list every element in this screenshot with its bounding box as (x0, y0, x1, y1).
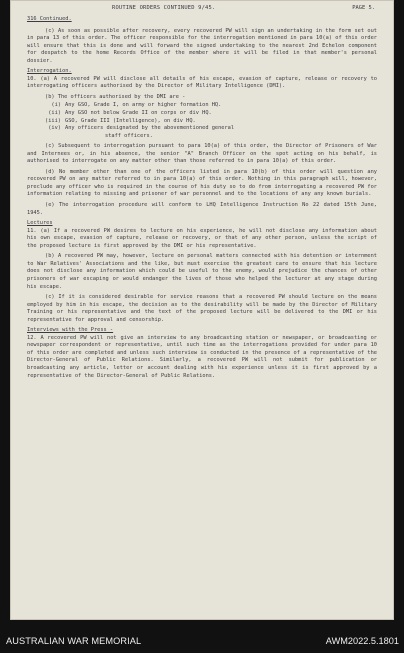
paragraph-11c: (c) If it is considered desirable for service reasons that a recovered PW should lecture on the means employed by him in his escape, the decision as to the desirability will be made by the Director of Military Training or his representative and the text of the proposed lecture will be delivered to the DMI or his representative for approval and censorship. (27, 294, 377, 323)
page-number: PAGE 5. (352, 5, 375, 11)
list-item (27, 110, 377, 118)
paragraph-12: 12. A recovered PW will not give an interview to any broadcasting station or newspaper, or broadcasting or newspaper correspondent or representative, until such time as the interrogations provided for under para 10 of this order are completed and unless such interview is conducted in the presence of a representative of the Director-General of Public Relations. Similarly, a recovered PW will not submit for publication or broadcasting any article, letter or account dealing with his experience unless it is first approved by a representative of the Director-General of Public Relations. (27, 334, 377, 379)
paragraph-11b: (b) A recovered PW may, however, lecture on personal matters connected with his detention or internment to War Relatives' Associations and the like, but must exercise the greatest care to ensure that his lecture does not disclose any information which could be useful to the enemy, would prejudice the chances of other prisoners of war escaping or would endanger the lives of those who helped the lecturer at any stage during his escape. (27, 253, 377, 290)
archive-name: AUSTRALIAN WAR MEMORIAL (6, 636, 142, 646)
archive-reference: AWM2022.5.1801 (325, 636, 399, 646)
document-title: ROUTINE ORDERS CONTINUED 9/45. (112, 5, 216, 11)
list-item-number: (i) (51, 102, 61, 109)
paragraph-11a: 11. (a) If a recovered PW desires to lecture on his experience, he will not disclose any information about his own escape, evasion of capture, release or recovery, or that of any other person, unless the script of the proposed lecture is first approved by the DMI or his representative. (27, 227, 377, 249)
document-page (10, 0, 394, 620)
list-item (27, 125, 377, 133)
list-item-number: (iv) (48, 125, 61, 132)
authorised-officers-list (27, 102, 377, 140)
paragraph-10a: 10. (a) A recovered PW will disclose all details of his escape, evasion of capture, release or recovery to interrogating officers authorised by the Director of Military Intelligence (DMI). (27, 75, 377, 90)
paragraph-10c: (c) Subsequent to interrogation pursuant to para 10(a) of this order, the Director of Prisoners of War and Internees or, in his absence, the senior "A" Branch Officer on the spot acting on his behalf, is authorised to interrogate on any matter other than those referred to in para 10(a) of this order. (27, 143, 377, 165)
section-heading-interrogation: Interrogation. (27, 68, 72, 75)
paragraph-c-recovery: (c) As soon as possible after recovery, every recovered PW will sign an undertaking in the form set out in para 13 of this order. The officer responsible for the interrogation mentioned in para 10(a) of this order will ensure that this is done and will forward the signed undertaking to the nearest 2nd Echelon component for despatch to the home Records Office of the member where it will be filed in that member's personal dossier. (27, 27, 377, 64)
list-item-number: (ii) (48, 110, 61, 117)
list-item (27, 133, 377, 141)
continued-label: 316 Continued. (27, 16, 72, 22)
list-item-text: Any officers designated by the abovementioned general (65, 125, 235, 132)
paragraph-10b-intro: (b) The officers authorised by the DMI are - (45, 93, 186, 100)
list-item (27, 102, 377, 110)
list-item-text: Any GSO, Grade I, on army or higher formation HQ. (65, 102, 222, 109)
section-heading-press: Interviews with the Press - (27, 327, 114, 334)
list-item-number (27, 133, 65, 141)
list-item-text: Any GSO not below Grade II on corps or div HQ. (65, 110, 212, 117)
list-item-text: GSO, Grade III (Intelligence), on div HQ. (65, 117, 196, 124)
list-item (27, 118, 377, 126)
list-item-text: staff officers. (105, 132, 153, 139)
paragraph-10d: (d) No member other than one of the officers listed in para 10(b) of this order will question any recovered PW on any matter referred to in para 10(a) of this order. Nothing in this paragraph will, however, preclude any officer who is required in the course of his duty so to do from interrogating a recovered PW for information relating to missing and prisoner of war personnel and to the locations of any any known burials. (27, 168, 377, 198)
list-item-number: (iii) (45, 117, 61, 124)
page-header (27, 5, 377, 15)
archive-footer (0, 627, 404, 653)
section-heading-lectures: Lectures (27, 220, 53, 227)
paragraph-10e: (e) The interrogation procedure will conform to LHQ Intelligence Instruction No 22 dated 15th June, 1945. (27, 202, 377, 216)
